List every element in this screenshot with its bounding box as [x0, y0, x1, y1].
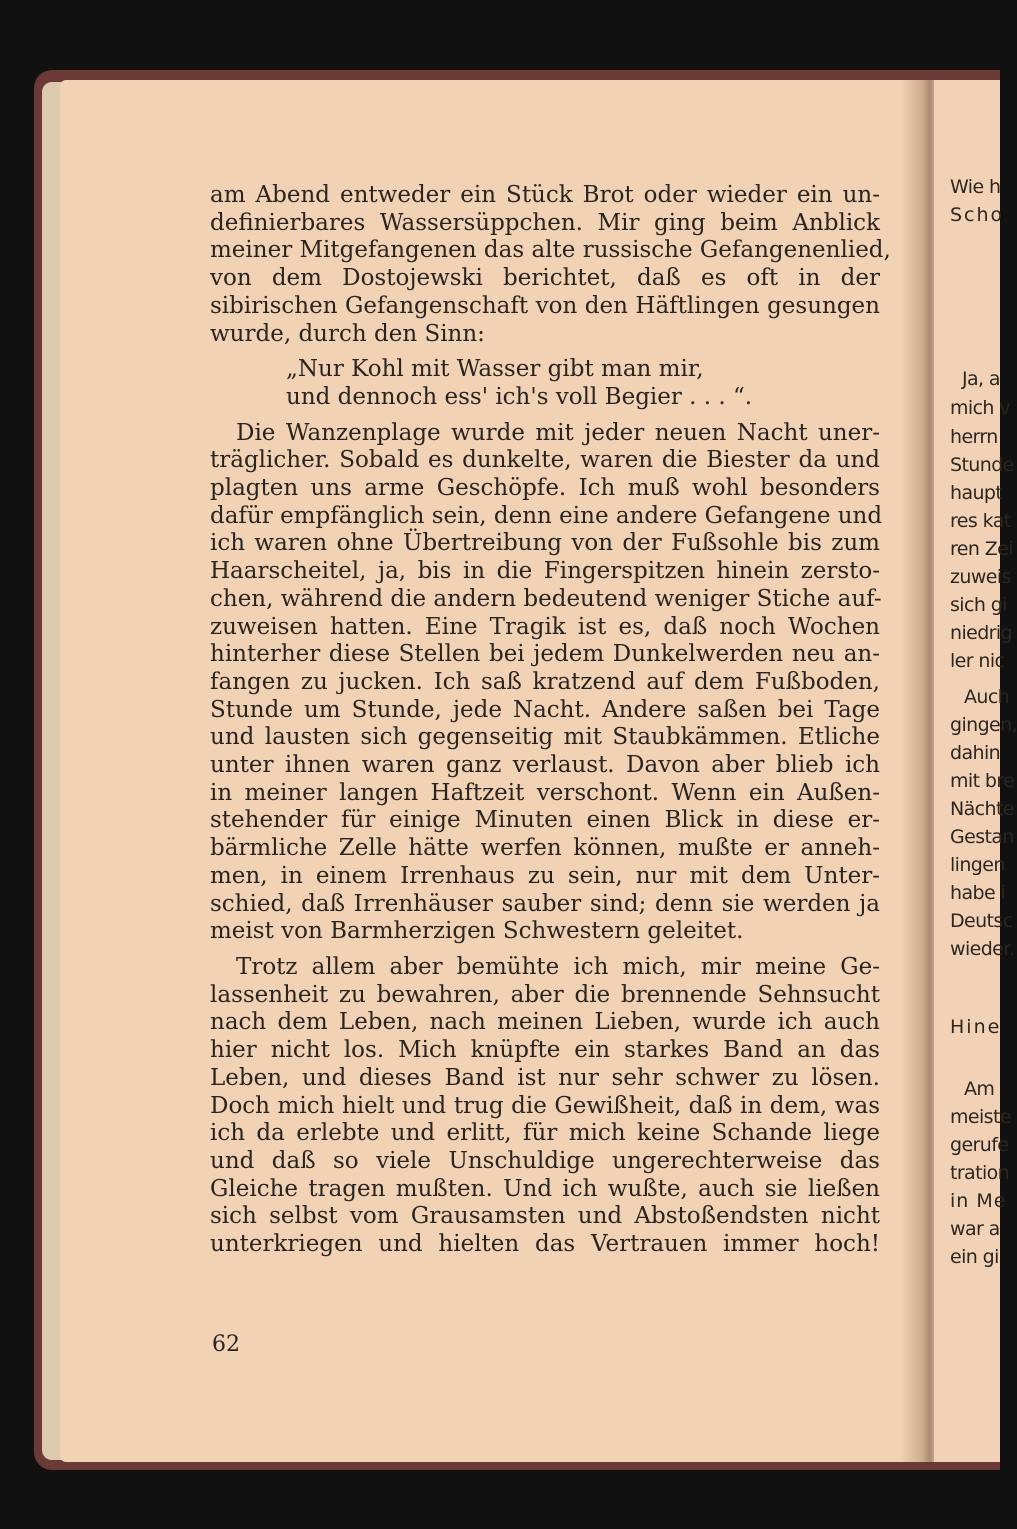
next-page-fragment: habe i: [950, 882, 1006, 904]
next-page-fragment: gerufe: [950, 1134, 1009, 1156]
text-line: plagten uns arme Geschöpfe. Ich muß wohl besonders: [210, 475, 880, 502]
next-page-fragment: haupt: [950, 482, 1003, 504]
next-page-fragment: in Me: [950, 1190, 1007, 1212]
text-line: und lausten sich gegenseitig mit Staubkämmen. Etliche: [210, 724, 880, 751]
text-line: unter ihnen waren ganz verlaust. Davon aber blieb ich: [210, 752, 880, 779]
text-line: Die Wanzenplage wurde mit jeder neuen Nacht uner-: [236, 419, 880, 446]
text-line: ich da erlebte und erlitt, für mich keine Schande liege: [210, 1120, 880, 1147]
next-page-fragment: dahin: [950, 742, 1001, 764]
text-line: träglicher. Sobald es dunkelte, waren die Biester da und: [210, 447, 880, 474]
text-line: Gleiche tragen mußten. Und ich wußte, auch sie ließen: [210, 1175, 880, 1202]
next-page-fragment: Auch: [964, 686, 1010, 708]
next-page-fragment: zuweis: [950, 566, 1011, 588]
next-page-fragment: wieder.: [950, 938, 1015, 960]
next-page-fragment: ren Zei: [950, 538, 1013, 560]
text-line: Haarscheitel, ja, bis in die Fingerspitzen hinein zersto-: [210, 558, 880, 585]
text-line: schied, daß Irrenhäuser sauber sind; denn sie werden ja: [210, 890, 880, 917]
next-page-fragment: Stunde: [950, 454, 1014, 476]
text-line: fangen zu jucken. Ich saß kratzend auf dem Fußboden,: [210, 668, 880, 695]
quote-line: „Nur Kohl mit Wasser gibt man mir,: [286, 356, 704, 383]
text-line: unterkriegen und hielten das Vertrauen immer hoch!: [210, 1231, 880, 1258]
next-page-fragment: mich v: [950, 397, 1010, 419]
next-page-fragment: Deutsc: [950, 910, 1013, 932]
text-line: hier nicht los. Mich knüpfte ein starkes Band an das: [210, 1037, 880, 1064]
text-line: men, in einem Irrenhaus zu sein, nur mit dem Unter-: [210, 862, 880, 889]
next-page-fragment: mit bre: [950, 770, 1015, 792]
text-line: meiner Mitgefangenen das alte russische Gefangenenlied,: [210, 237, 891, 264]
next-page-fragment: sich gi: [950, 594, 1007, 616]
text-line: wurde, durch den Sinn:: [210, 320, 485, 347]
text-line: in meiner langen Haftzeit verschont. Wenn ein Außen-: [210, 779, 880, 806]
text-line: hinterher diese Stellen bei jedem Dunkelwerden neu an-: [210, 641, 880, 668]
next-page-fragment: niedrig: [950, 622, 1013, 644]
next-page-fragment: ein gi: [950, 1246, 999, 1268]
next-page-fragment: Nächte: [950, 798, 1014, 820]
next-page-fragment: Hine: [950, 1016, 1002, 1038]
next-page-fragment: Scho: [950, 204, 1005, 226]
text-line: chen, während die andern bedeutend weniger Stiche auf-: [210, 585, 882, 612]
next-page-fragment: lingen: [950, 854, 1005, 876]
text-line: Trotz allem aber bemühte ich mich, mir meine Ge-: [236, 953, 880, 980]
page-body-text: [210, 182, 891, 1259]
text-line: dafür empfänglich sein, denn eine andere Gefangene und: [210, 502, 883, 529]
text-line: sibirischen Gefangenschaft von den Häftlingen gesungen: [210, 292, 880, 319]
page-number: 62: [212, 1332, 240, 1357]
next-page-fragment: res kat: [950, 510, 1011, 532]
quote-line: und dennoch ess' ich's voll Begier . . . “.: [286, 383, 753, 410]
text-line: definierbares Wassersüppchen. Mir ging beim Anblick: [210, 209, 880, 236]
next-page-fragment: ler nic: [950, 650, 1005, 672]
text-line: am Abend entweder ein Stück Brot oder wieder ein un-: [210, 182, 880, 208]
next-page-fragment: Gestan: [950, 826, 1014, 848]
next-page-fragment: meiste: [950, 1106, 1011, 1128]
next-page-fragment: war a: [950, 1218, 1000, 1240]
text-line: nach dem Leben, nach meinen Lieben, wurde ich auch: [210, 1009, 880, 1036]
text-line: sich selbst vom Grausamsten und Abstoßendsten nicht: [210, 1203, 880, 1230]
text-line: von dem Dostojewski berichtet, daß es oft in der: [210, 265, 880, 292]
text-line: ich waren ohne Übertreibung von der Fußsohle bis zum: [210, 530, 880, 557]
text-line: bärmliche Zelle hätte werfen können, mußte er anneh-: [210, 835, 880, 862]
next-page-fragment: herrn: [950, 426, 998, 448]
text-line: und daß so viele Unschuldige ungerechterweise das: [210, 1147, 880, 1174]
text-line: meist von Barmherzigen Schwestern geleitet.: [210, 918, 744, 945]
text-line: stehender für einige Minuten einen Blick in diese er-: [210, 807, 880, 834]
text-line: Stunde um Stunde, jede Nacht. Andere saßen bei Tage: [210, 696, 880, 723]
next-page-fragment: Ja, a: [962, 368, 1000, 390]
text-line: lassenheit zu bewahren, aber die brennende Sehnsucht: [210, 981, 880, 1008]
text-line: Leben, und dieses Band ist nur sehr schwer zu lösen.: [210, 1064, 880, 1091]
text-line: zuweisen hatten. Eine Tragik ist es, daß noch Wochen: [210, 613, 880, 640]
next-page-fragment: Am: [964, 1078, 995, 1100]
next-page-fragment: gingen,: [950, 714, 1017, 736]
next-page-fragment: Wie h: [950, 176, 1001, 198]
text-line: Doch mich hielt und trug die Gewißheit, daß in dem, was: [210, 1092, 880, 1119]
next-page-fragment: tration: [950, 1162, 1010, 1184]
